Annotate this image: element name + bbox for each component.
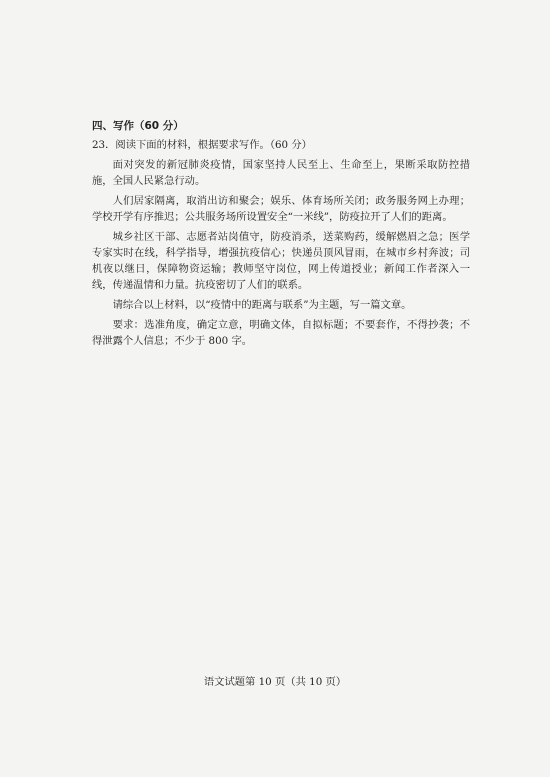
task-instruction: 请综合以上材料，以“疫情中的距离与联系”为主题，写一篇文章。 (112, 298, 412, 311)
material-paragraph-1: 面对突发的新冠肺炎疫情，国家坚持人民至上、生命至上，果断采取防控措施，全国人民紧急行动。 (92, 159, 470, 188)
writing-requirements: 要求：选准角度，确定立意，明确文体，自拟标题；不要套作，不得抄袭；不得泄露个人信息；不少于 800 字。 (92, 318, 470, 347)
material-paragraph-2: 人们居家隔离，取消出访和聚会；娱乐、体育场所关闭；政务服务网上办理；学校开学有序推迟；公共服务场所设置安全“一米线”，防疫拉开了人们的距离。 (92, 195, 470, 224)
section-heading: 四、写作（60 分） (92, 120, 184, 132)
material-paragraph-3: 城乡社区干部、志愿者站岗值守，防疫消杀，送菜购药，缓解燃眉之急；医学专家实时在线，科学指导，增强抗疫信心；快递员顶风冒雨，在城市乡村奔波；司机夜以继日，保障物资运输；教师坚守岗位，网上传道授业；新闻工作者深入一线，传递温情和力量。抗疫密切了人们的联系。 (92, 231, 470, 291)
question-prompt: 23．阅读下面的材料，根据要求写作。（60 分） (92, 139, 312, 152)
writing-section (92, 118, 470, 354)
page-footer: 语文试题第 10 页（共 10 页） (203, 676, 347, 688)
